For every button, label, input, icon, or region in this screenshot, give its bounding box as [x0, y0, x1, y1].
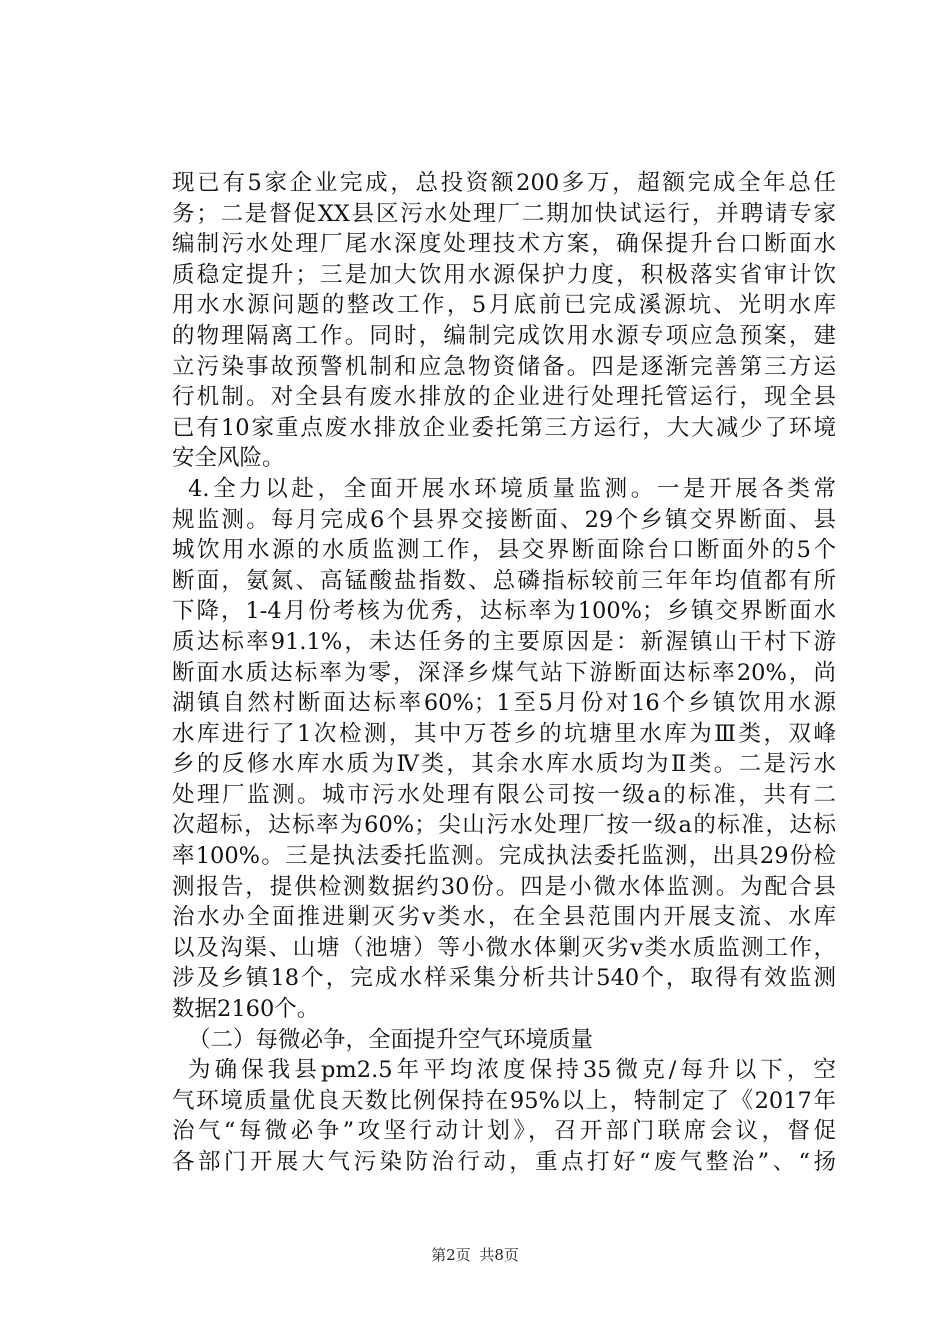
text-line: 务；二是督促XX县区污水处理厂二期加快试运行，并聘请专家: [172, 200, 836, 227]
text-line: 行机制。对全县有废水排放的企业进行处理托管运行，现全县: [172, 384, 836, 411]
text-line: 水库进行了1次检测，其中万苍乡的坑塘里水库为Ⅲ类，双峰: [172, 720, 836, 747]
text-line: 率100%。三是执法委托监测。完成执法委托监测，出具29份检: [172, 843, 836, 870]
text-line: 为确保我县pm2.5年平均浓度保持35微克/每升以下，空: [188, 1057, 836, 1084]
page-number: 第2页: [431, 1246, 471, 1264]
text-line: 的物理隔离工作。同时，编制完成饮用水源专项应急预案，建: [172, 322, 836, 349]
text-line: 涉及乡镇18个，完成水样采集分析共计540个，取得有效监测: [172, 965, 836, 992]
text-line: 以及沟渠、山塘（池塘）等小微水体剿灭劣v类水质监测工作，: [172, 934, 836, 961]
text-line: （二）每微必争，全面提升空气环境质量: [188, 1026, 594, 1053]
text-line: 湖镇自然村断面达标率60%；1至5月份对16个乡镇饮用水源: [172, 690, 836, 717]
text-line: 城饮用水源的水质监测工作，县交界断面除台口断面外的5个: [172, 537, 836, 564]
text-line: 用水水源问题的整改工作，5月底前已完成溪源坑、光明水库: [172, 292, 836, 319]
text-line: 下降，1-4月份考核为优秀，达标率为100%；乡镇交界断面水: [172, 598, 836, 625]
text-line: 立污染事故预警机制和应急物资储备。四是逐渐完善第三方运: [172, 353, 836, 380]
document-body: [172, 168, 836, 1178]
text-line: 规监测。每月完成6个县界交接断面、29个乡镇交界断面、县: [172, 506, 836, 533]
page-footer: [0, 1244, 950, 1265]
text-line: 质稳定提升；三是加大饮用水源保护力度，积极落实省审计饮: [172, 261, 836, 288]
text-line: 各部门开展大气污染防治行动，重点打好“废气整治”、“扬: [172, 1149, 836, 1175]
text-line: 已有10家重点废水排放企业委托第三方运行，大大减少了环境: [172, 414, 836, 441]
text-line: 编制污水处理厂尾水深度处理技术方案，确保提升台口断面水: [172, 231, 836, 258]
text-line: 次超标，达标率为60%；尖山污水处理厂按一级a的标准，达标: [172, 812, 836, 839]
text-line: 测报告，提供检测数据约30份。四是小微水体监测。为配合县: [172, 873, 836, 900]
text-line: 数据2160个。: [172, 996, 320, 1023]
text-line: 处理厂监测。城市污水处理有限公司按一级a的标准，共有二: [172, 781, 836, 808]
text-line: 质达标率91.1%，未达任务的主要原因是：新渥镇山干村下游: [172, 628, 836, 655]
text-line: 断面水质达标率为零，深泽乡煤气站下游断面达标率20%，尚: [172, 659, 836, 686]
text-line: 4.全力以赴，全面开展水环境质量监测。一是开展各类常: [188, 475, 836, 502]
text-line: 气环境质量优良天数比例保持在95%以上，特制定了《2017年: [172, 1087, 836, 1114]
text-line: 治水办全面推进剿灭劣v类水，在全县范围内开展支流、水库: [172, 904, 836, 931]
text-line: 现已有5家企业完成，总投资额200多万，超额完成全年总任: [172, 170, 836, 196]
text-line: 安全风险。: [172, 445, 285, 472]
text-line: 治气“每微必争”攻坚行动计划》，召开部门联席会议，督促: [172, 1118, 836, 1145]
text-line: 断面，氨氮、高锰酸盐指数、总磷指标较前三年年均值都有所: [172, 567, 836, 594]
page-total: 共8页: [479, 1246, 519, 1264]
text-line: 乡的反修水库水质为Ⅳ类，其余水库水质均为Ⅱ类。二是污水: [172, 751, 836, 778]
